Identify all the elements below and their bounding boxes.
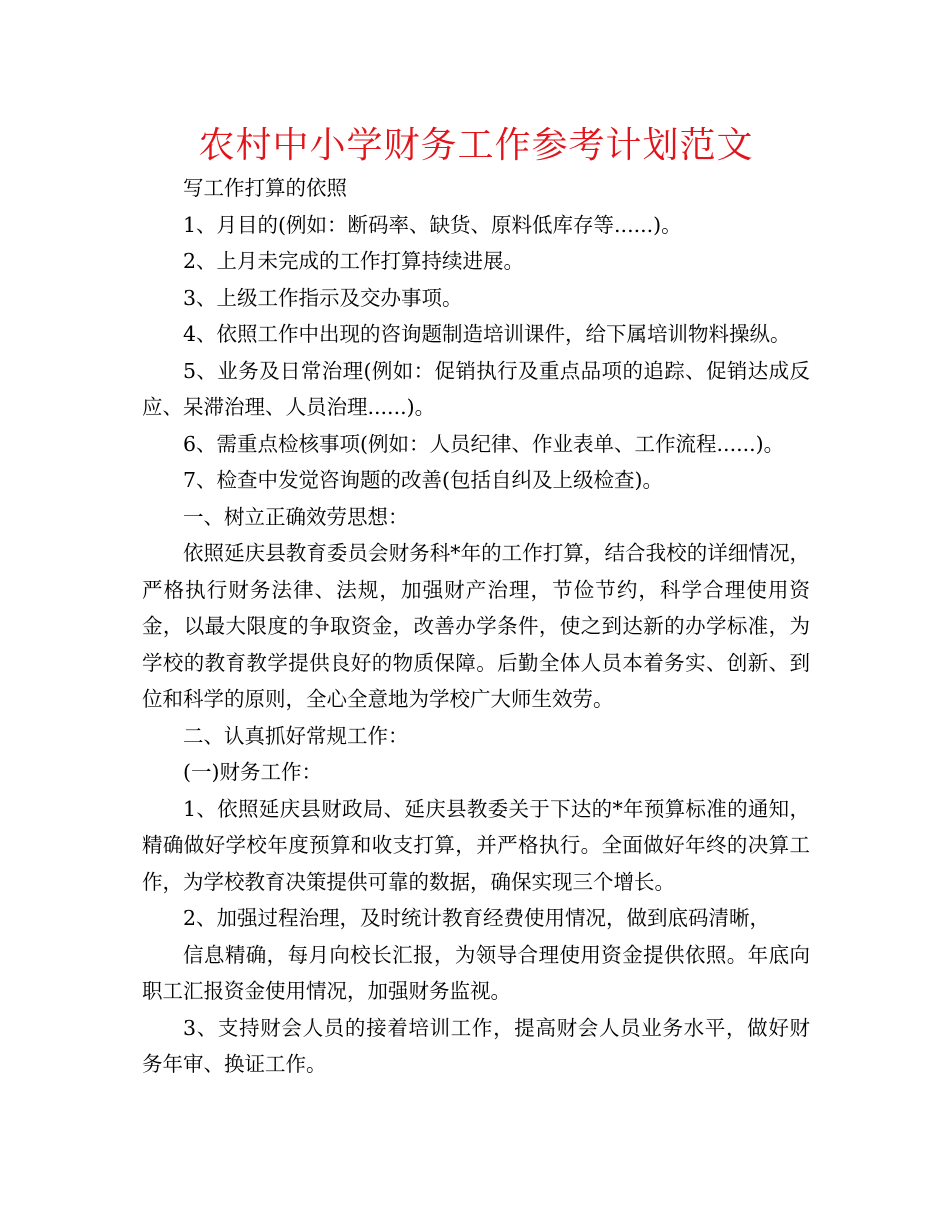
paragraph: 7、检查中发觉咨询题的改善(包括自纠及上级检查)。: [183, 468, 664, 492]
paragraph: 二、认真抓好常规工作：: [183, 723, 409, 748]
document-title: 农村中小学财务工作参考计划范文: [198, 125, 754, 166]
paragraph: (一)财务工作：: [183, 760, 322, 784]
document-page: [142, 122, 810, 1083]
paragraph: 信息精确，每月向校长汇报，为领导合理使用资金提供依照。年底向职工汇报资金使用情况，加强财务监视。: [142, 942, 810, 1003]
paragraph: 5、业务及日常治理(例如：促销执行及重点品项的追踪、促销达成反应、呆滞治理、人员治理......)。: [142, 358, 810, 419]
paragraph: 1、月目的(例如：断码率、缺货、原料低库存等......)。: [183, 212, 682, 237]
paragraph: 3、支持财会人员的接着培训工作，提高财会人员业务水平，做好财务年审、换证工作。: [142, 1015, 810, 1076]
paragraph: 4、依照工作中出现的咨询题制造培训课件，给下属培训物料操纵。: [183, 322, 791, 346]
paragraph: 依照延庆县教育委员会财务科*年的工作打算，结合我校的详细情况，严格执行财务法律、法规，加强财产治理，节俭节约，科学合理使用资金，以最大限度的争取资金，改善办学条件，使之到达新的办学标准，为学校的教育教学提供良好的物质保障。后勤全体人员本着务实、创新、到位和科学的原则，全心全意地为学校广大师生效劳。: [142, 541, 810, 711]
paragraph: 一、树立正确效劳思想：: [183, 504, 409, 529]
paragraph: 3、上级工作指示及交办事项。: [183, 285, 463, 310]
paragraph: 6、需重点检核事项(例如：人员纪律、作业表单、工作流程......)。: [183, 431, 785, 456]
document-body: [142, 170, 810, 1083]
paragraph: 2、上月未完成的工作打算持续进展。: [183, 249, 525, 273]
paragraph: 1、依照延庆县财政局、延庆县教委关于下达的*年预算标准的通知，精确做好学校年度预算和收支打算，并严格执行。全面做好年终的决算工作，为学校教育决策提供可靠的数据，确保实现三个增长。: [142, 796, 810, 894]
paragraph: 写工作打算的依照: [183, 176, 347, 200]
paragraph: 2、加强过程治理，及时统计教育经费使用情况，做到底码清晰，: [183, 906, 771, 930]
